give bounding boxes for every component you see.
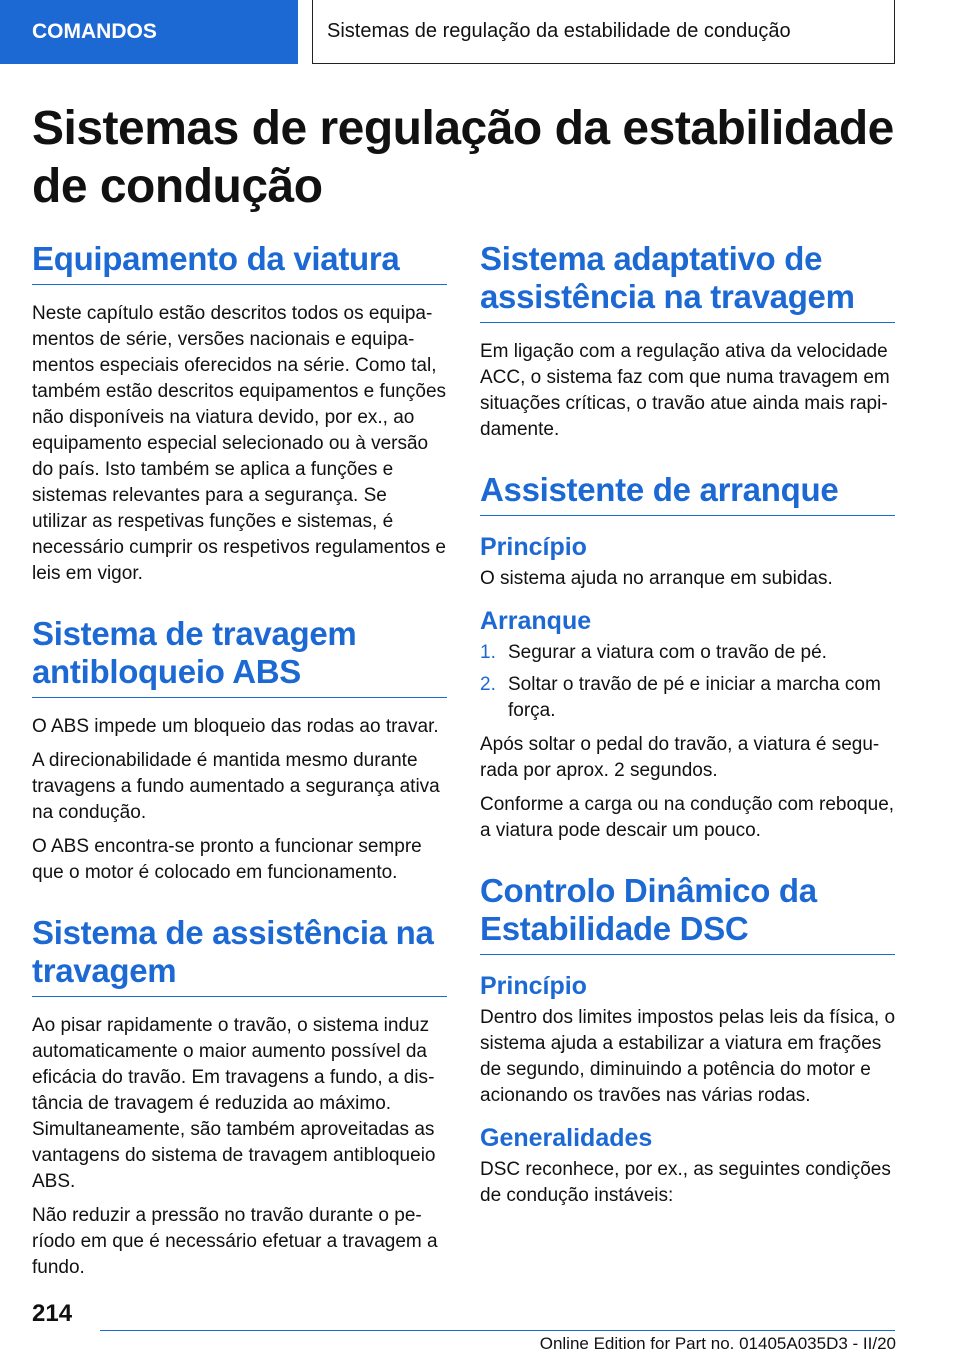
paragraph: O ABS encontra-se pronto a funcionar sempre que o motor é colocado em funcionamento. (32, 836, 422, 883)
paragraph: Em ligação com a regulação ativa da velocidade ACC, o sistema faz com que numa travagem em situações críticas, o travão atue ainda mais rapidamente. (480, 341, 890, 440)
left-column (32, 240, 447, 1309)
section-heading: Sistema de assistência na travagem (32, 914, 447, 997)
section-adaptive-brake-assist (480, 240, 895, 443)
paragraph: Ao pisar rapidamente o travão, o sistema induz automaticamente o maior aumento possível da eficácia do travão. Em travagens a fundo, a distância de travagem é reduzida ao máximo. Simultaneamente, são também aproveitadas as vantagens do sistema de travagem antibloqueio ABS. (32, 1015, 436, 1192)
right-column (480, 240, 895, 1237)
subsection-general (480, 1123, 895, 1209)
step-text: Segurar a viatura com o travão de pé. (508, 642, 827, 663)
page-title: Sistemas de regulação da estabilidade de condução (32, 102, 894, 213)
section-heading: Sistema adaptativo de assistência na travagem (480, 240, 895, 323)
paragraph: O ABS impede um bloqueio das rodas ao travar. (32, 716, 439, 737)
list-item (480, 672, 895, 724)
chapter-tab (312, 0, 895, 64)
step-number: 2. (480, 674, 496, 695)
section-brake-assist (32, 914, 447, 1281)
subsection-principle (480, 971, 895, 1109)
section-start-assist (480, 471, 895, 844)
subsection-start (480, 606, 895, 844)
paragraph: Não reduzir a pressão no travão durante o período em que é necessário efetuar a travagem a fundo. (32, 1205, 438, 1278)
section-abs (32, 615, 447, 886)
step-number: 1. (480, 642, 496, 663)
page-number: 214 (32, 1300, 73, 1327)
paragraph: A direcionabilidade é mantida mesmo durante travagens a fundo aumentado a segurança ativa na condução. (32, 750, 440, 823)
step-text: Soltar o travão de pé e iniciar a marcha com força. (508, 674, 881, 721)
step-list (480, 640, 895, 724)
section-heading: Equipamento da viatura (32, 240, 447, 285)
list-item (480, 640, 895, 666)
paragraph: Conforme a carga ou na condução com reboque, a viatura pode descair um pouco. (480, 794, 895, 841)
section-heading: Assistente de arranque (480, 471, 895, 516)
subsection-heading: Arranque (480, 607, 592, 635)
section-heading: Controlo Dinâmico da Estabilidade DSC (480, 872, 895, 955)
chapter-title: Sistemas de regulação da estabilidade de condução (327, 20, 791, 42)
subsection-heading: Princípio (480, 533, 587, 561)
subsection-heading: Generalidades (480, 1124, 653, 1152)
section-dsc (480, 872, 895, 1209)
paragraph: Após soltar o pedal do travão, a viatura é segurada por aprox. 2 segundos. (480, 734, 880, 781)
section-equipment (32, 240, 447, 587)
paragraph: Dentro dos limites impostos pelas leis da física, o sistema ajuda a estabilizar a viatura em frações de segundo, diminuindo a potência do motor e acionando os travões nas várias rodas. (480, 1007, 896, 1106)
paragraph: Neste capítulo estão descritos todos os equipamentos de série, versões nacionais e equipamentos especiais oferecidos na série. Como tal, também estão descritos equipamentos e funções não disponíveis na viatura devido, por ex., ao equipamento especial selecionado ou à versão do país. Isto também se aplica a funções e sistemas relevantes para a segurança. Se utilizar as respetivas funções e sistemas, é necessário cumprir os respetivos regulamentos e leis em vigor. (32, 303, 447, 584)
subsection-principle (480, 532, 895, 592)
paragraph: O sistema ajuda no arranque em subidas. (480, 568, 833, 589)
subsection-heading: Princípio (480, 972, 587, 1000)
section-tab (0, 0, 298, 64)
page-header (0, 0, 960, 66)
edition-note: Online Edition for Part no. 01405A035D3 - II/20 (539, 1334, 896, 1353)
footer-divider (100, 1330, 895, 1331)
section-heading: Sistema de travagem antibloqueio ABS (32, 615, 447, 698)
paragraph: DSC reconhece, por ex., as seguintes condições de condução instáveis: (480, 1159, 891, 1206)
section-label: COMANDOS (32, 20, 157, 43)
